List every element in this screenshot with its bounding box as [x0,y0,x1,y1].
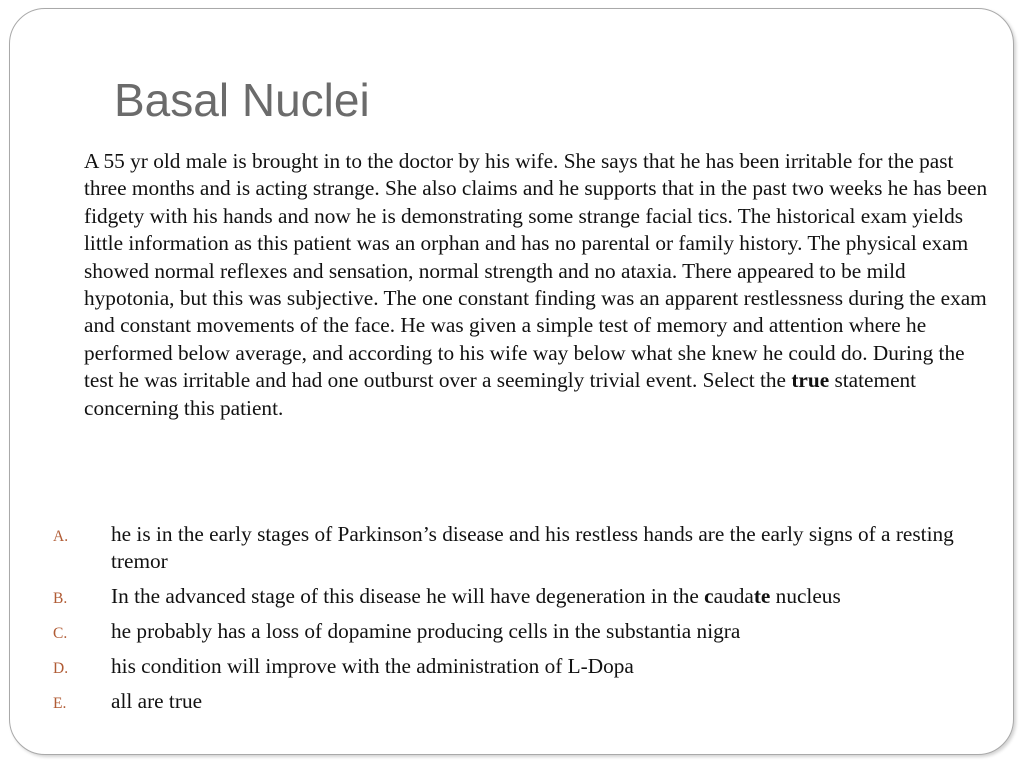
slide-title: Basal Nuclei [114,74,370,126]
question-stem [84,148,996,422]
option-text: his condition will improve with the administration of L-Dopa [111,653,634,678]
option-text: he is in the early stages of Parkinson’s disease and his restless hands are the early signs of a resting tremor [111,522,954,573]
option-bold-c: c [704,583,714,608]
option-b [50,583,990,610]
option-c [50,618,990,645]
question-text-end: statement concerning this patient. [84,368,917,420]
option-text-start: In the advanced stage of this disease he will have degeneration in the [111,583,705,608]
question-emphasis: true [791,368,830,393]
option-text-mid: auda [713,583,754,608]
option-a [50,521,990,574]
option-letter: A. [53,528,69,545]
answer-options [50,521,990,723]
option-text: he probably has a loss of dopamine producing cells in the substantia nigra [111,618,741,643]
option-letter: B. [53,589,68,607]
option-text [111,584,841,608]
option-letter: C. [53,624,68,642]
option-text-end: nucleus [770,583,841,608]
option-d [50,653,990,680]
option-bold-te: te [753,583,771,608]
option-letter: E. [53,694,67,712]
option-text: all are true [111,688,203,713]
question-text: A 55 yr old male is brought in to the doctor by his wife. She says that he has been irritable for the past three months and is acting strange. She also claims and he supports that in the past two weeks he has been fidgety with his hands and now he is demonstrating some strange facial tics. The historical exam yields little information as this patient was an orphan and has no parental or family history. The physical exam showed normal reflexes and sensation, normal strength and no ataxia. There appeared to be mild hypotonia, but this was subjective. The one constant finding was an apparent restlessness during the exam and constant movements of the face. He was given a simple test of memory and attention where he performed below average, and according to his wife way below what she knew he could do. During the test he was irritable and had one outburst over a seemingly trivial event. Select the [84,149,988,393]
option-e [50,688,990,715]
option-letter: D. [53,659,69,677]
